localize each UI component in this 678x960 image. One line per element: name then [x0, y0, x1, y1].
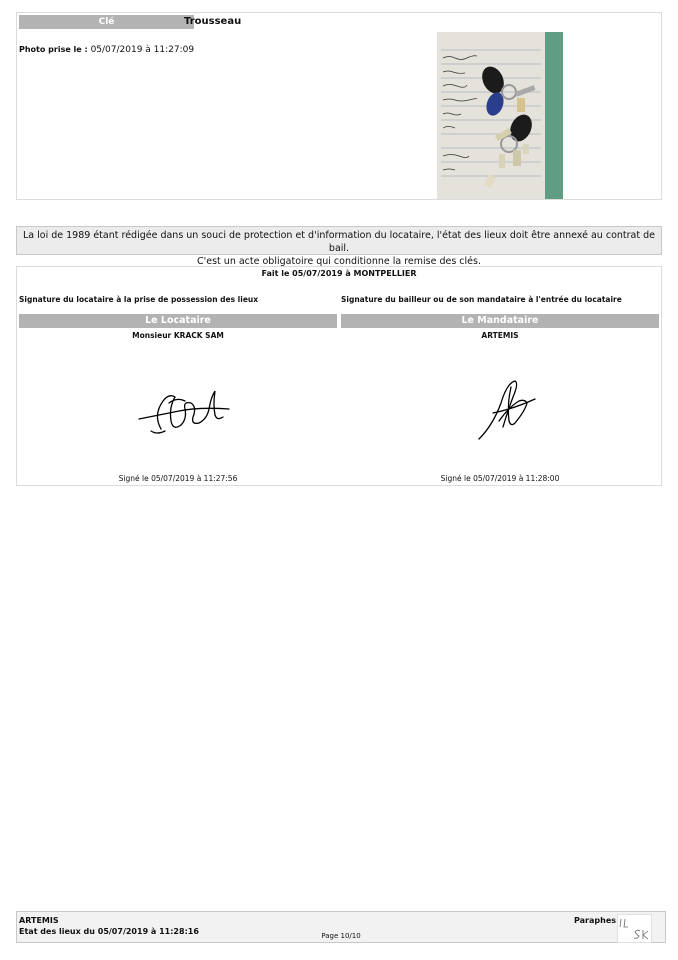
locataire-name: Monsieur KRACK SAM — [132, 331, 224, 340]
signatures-section — [16, 266, 662, 486]
footer-company: ARTEMIS — [19, 916, 59, 925]
mandataire-header: Le Mandataire — [341, 314, 659, 328]
page-number: Page 10/10 — [321, 932, 361, 940]
law-notice — [16, 226, 662, 267]
mandataire-name: ARTEMIS — [481, 331, 519, 340]
locataire-signature-title: Signature du locataire à la prise de possession des lieux — [19, 295, 259, 304]
locataire-signed-date: Signé le 05/07/2019 à 11:27:56 — [118, 474, 238, 483]
paraphes-label: Paraphes — [574, 916, 616, 925]
mandataire-signature — [341, 367, 659, 447]
locataire-signature — [19, 367, 337, 447]
page-footer — [16, 911, 666, 943]
law-line-2: C'est un acte obligatoire qui conditionne la remise des clés. — [197, 256, 481, 267]
cle-value: Trousseau — [184, 16, 242, 27]
paraphes-initials — [617, 914, 652, 943]
keys-photo — [437, 32, 563, 199]
footer-etat-des-lieux: Etat des lieux du 05/07/2019 à 11:28:16 — [19, 927, 199, 936]
mandataire-signature-title: Signature du bailleur ou de son mandataire à l'entrée du locataire — [341, 295, 622, 304]
law-line-1: La loi de 1989 étant rédigée dans un souci de protection et d'information du locataire, l'état des lieux doit être annexé au contrat de bail. — [23, 230, 655, 254]
photo-label: Photo prise le : — [19, 45, 88, 54]
mandataire-signed-date: Signé le 05/07/2019 à 11:28:00 — [440, 474, 560, 483]
locataire-header: Le Locataire — [19, 314, 337, 328]
cle-section — [16, 12, 662, 200]
photo-date-line — [19, 45, 194, 55]
photo-date: 05/07/2019 à 11:27:09 — [87, 45, 195, 55]
fait-le: Fait le 05/07/2019 à MONTPELLIER — [261, 269, 417, 278]
cle-label: Clé — [19, 15, 194, 29]
